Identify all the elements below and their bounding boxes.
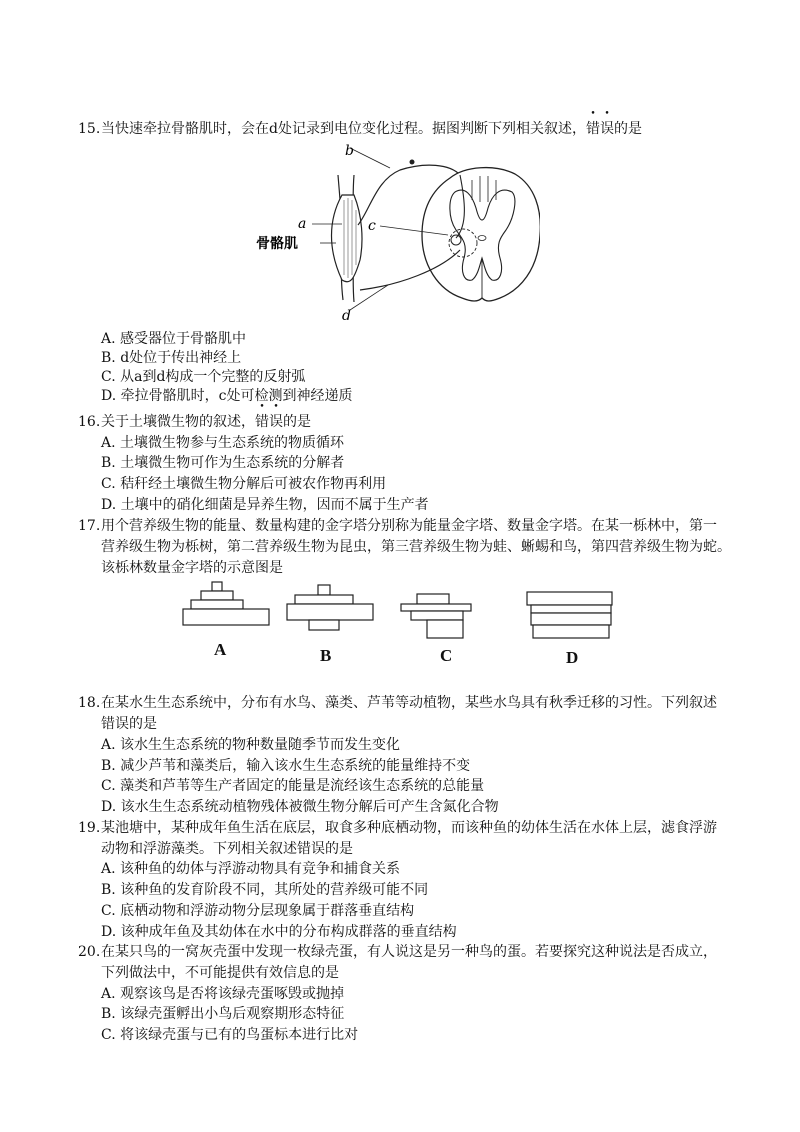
pyramid-label-d: D: [566, 648, 579, 667]
label-b: b: [345, 143, 354, 159]
q19-option-d: D. 该种成年鱼及其幼体在水中的分布构成群落的垂直结构: [101, 924, 457, 940]
pyramid-options-figure: [175, 575, 615, 640]
q15-option-d: D. 牵拉骨骼肌时，c处可检测到神经递质: [101, 388, 353, 404]
pyramid-a: [183, 582, 269, 625]
q16-stem-tail: 的是: [283, 414, 311, 430]
q20-line-1: 在某只鸟的一窝灰壳蛋中发现一枚绿壳蛋，有人说这是另一种鸟的蛋。若要探究这种说法是否成立，: [101, 944, 717, 960]
q17-line-2: 营养级生物为栎树，第二营养级生物为昆虫，第三营养级生物为蛙、蜥蜴和鸟，第四营养级生物为蛇。: [101, 539, 731, 555]
label-c: c: [368, 218, 376, 234]
q20-option-a: A. 观察该鸟是否将该绿壳蛋啄毁或抛掉: [101, 986, 345, 1002]
q18-option-a: A. 该水生生态系统的物种数量随季节而发生变化: [101, 737, 401, 753]
q16-option-b: B. 土壤微生物可作为生态系统的分解者: [101, 455, 345, 471]
pyramid-label-b: B: [320, 646, 332, 665]
q15-option-b: B. d处位于传出神经上: [101, 350, 242, 366]
q20-line-2: 下列做法中，不可能提供有效信息的是: [101, 965, 339, 981]
q19-option-b: B. 该种鱼的发育阶段不同，其所处的营养级可能不同: [101, 882, 429, 898]
q16-option-d: D. 土壤中的硝化细菌是异养生物，因而不属于生产者: [101, 497, 429, 513]
q17-line-1: 用个营养级生物的能量、数量构建的金字塔分别称为能量金字塔、数量金字塔。在某一栎林中，第一: [101, 518, 717, 534]
q18-option-c: C. 藻类和芦苇等生产者固定的能量是流经该生态系统的总能量: [101, 778, 485, 794]
emphasis-char: 错: [585, 121, 600, 137]
q18-line-2: 错误的是: [101, 716, 157, 732]
q17-line-3: 该栎林数量金字塔的示意图是: [101, 560, 283, 576]
q19-line-1: 某池塘中，某种成年鱼生活在底层，取食多种底栖动物，而该种鱼的幼体生活在水体上层，滤食浮游: [101, 820, 717, 836]
label-a: a: [298, 216, 307, 232]
q17-number: 17.: [78, 518, 101, 534]
pyramid-c: [401, 594, 471, 638]
pyramid-d: [527, 592, 612, 638]
label-muscle: 骨骼肌: [256, 236, 298, 252]
q19-option-c: C. 底栖动物和浮游动物分层现象属于群落垂直结构: [101, 903, 415, 919]
q20-option-c: C. 将该绿壳蛋与已有的鸟蛋标本进行比对: [101, 1027, 359, 1043]
emphasis-char: 误: [599, 121, 614, 137]
q18-line-1: 在某水生生态系统中，分布有水鸟、藻类、芦苇等动植物，某些水鸟具有秋季迁移的习性。下列叙述: [101, 695, 717, 711]
q15-option-c: C. 从a到d构成一个完整的反射弧: [101, 369, 306, 385]
q18-option-d: D. 该水生生态系统动植物残体被微生物分解后可产生含氮化合物: [101, 799, 499, 815]
q18-number: 18.: [78, 695, 101, 711]
q16-stem: [101, 413, 311, 431]
emphasis-char: 错: [255, 414, 269, 430]
pyramid-label-c: C: [440, 646, 453, 665]
q15-stem-tail: 的是: [613, 121, 642, 137]
q18-option-b: B. 减少芦苇和藻类后，输入该水生生态系统的能量维持不变: [101, 758, 471, 774]
q16-number: 16.: [78, 414, 101, 430]
q19-number: 19.: [78, 820, 101, 836]
q16-option-a: A. 土壤微生物参与生态系统的物质循环: [101, 435, 345, 451]
q19-line-2: 动物和浮游藻类。下列相关叙述错误的是: [101, 841, 353, 857]
q15-stem: [101, 120, 642, 138]
q16-option-c: C. 秸秆经土壤微生物分解后可被农作物再利用: [101, 476, 387, 492]
q16-stem-text: 关于土壤微生物的叙述，: [101, 414, 255, 430]
q19-option-a: A. 该种鱼的幼体与浮游动物具有竞争和捕食关系: [101, 861, 401, 877]
pyramid-label-a: A: [214, 640, 227, 659]
q15-stem-text: 当快速牵拉骨骼肌时，会在d处记录到电位变化过程。据图判断下列相关叙述，: [101, 121, 586, 137]
pyramid-b: [287, 585, 373, 630]
q15-option-a: A. 感受器位于骨骼肌中: [101, 331, 247, 347]
emphasis-char: 误: [269, 414, 283, 430]
q20-number: 20.: [78, 944, 101, 960]
reflex-arc-figure: [250, 140, 540, 325]
q20-option-b: B. 该绿壳蛋孵出小鸟后观察期形态特征: [101, 1006, 345, 1022]
label-d: d: [342, 308, 351, 324]
q15-number: 15.: [78, 121, 101, 137]
